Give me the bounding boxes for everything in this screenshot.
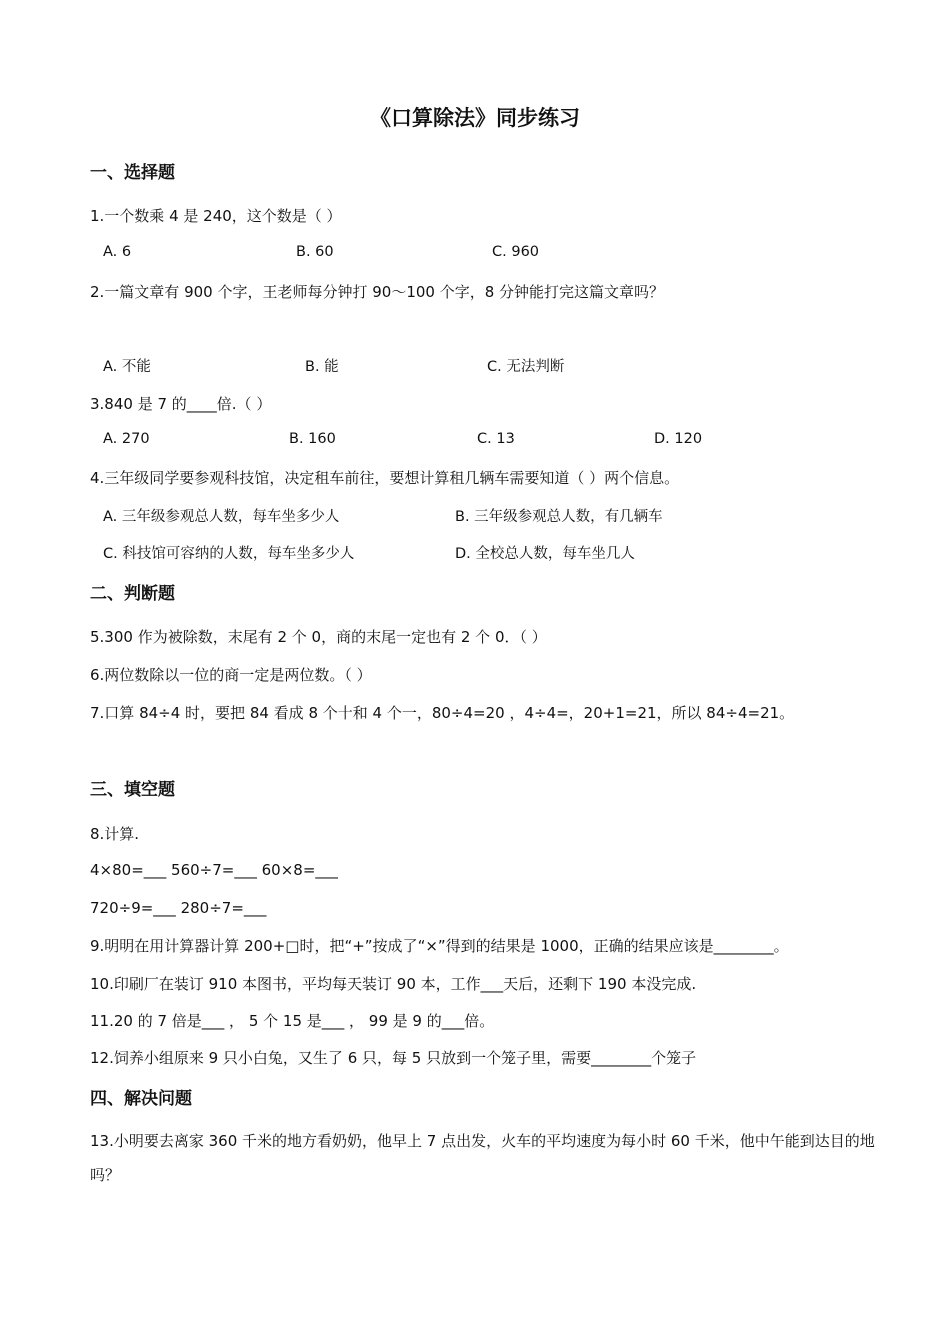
question-3-option-d: D. 120 (654, 431, 703, 447)
question-1: 1.一个数乘 4 是 240，这个数是（ ） (90, 207, 342, 225)
question-8-line-1: 4×80=___ 560÷7=___ 60×8=___ (90, 861, 338, 879)
section-heading-judge: 二、判断题 (90, 584, 175, 604)
page-title: 《口算除法》同步练习 (370, 106, 580, 130)
question-5: 5.300 作为被除数，末尾有 2 个 0，商的末尾一定也有 2 个 0．（ ） (90, 628, 547, 646)
section-heading-choice: 一、选择题 (90, 163, 175, 183)
question-6: 6.两位数除以一位的商一定是两位数。（ ） (90, 666, 372, 684)
question-11: 11.20 的 7 倍是___ ， 5 个 15 是___ ， 99 是 9 的___倍。 (90, 1012, 495, 1030)
question-3-option-c: C. 13 (477, 431, 515, 447)
question-7: 7.口算 84÷4 时，要把 84 看成 8 个十和 4 个一，80÷4=20 ，4÷4=，20+1=21，所以 84÷4=21。 (90, 704, 795, 722)
question-1-option-b: B. 60 (296, 244, 334, 260)
question-3: 3.840 是 7 的____倍.（ ） (90, 395, 272, 413)
question-2-option-a: A. 不能 (103, 359, 151, 375)
question-3-option-a: A. 270 (103, 431, 150, 447)
question-4-option-d: D. 全校总人数，每车坐几人 (455, 546, 635, 562)
question-8-line-2: 720÷9=___ 280÷7=___ (90, 899, 267, 917)
question-2: 2.一篇文章有 900 个字，王老师每分钟打 90～100 个字，8 分钟能打完这篇文章吗？ (90, 283, 665, 301)
question-4-option-c: C. 科技馆可容纳的人数，每车坐多少人 (103, 546, 355, 562)
section-heading-fill: 三、填空题 (90, 780, 175, 800)
section-heading-solve: 四、解决问题 (90, 1089, 192, 1109)
question-1-option-a: A. 6 (103, 244, 132, 260)
question-8: 8.计算. (90, 825, 140, 843)
question-3-option-b: B. 160 (289, 431, 336, 447)
question-12: 12.饲养小组原来 9 只小白兔，又生了 6 只，每 5 只放到一个笼子里，需要________个笼子 (90, 1049, 697, 1067)
question-2-option-b: B. 能 (305, 359, 339, 375)
question-4: 4.三年级同学要参观科技馆，决定租车前往，要想计算租几辆车需要知道（ ）两个信息。 (90, 469, 680, 487)
question-4-option-a: A. 三年级参观总人数，每车坐多少人 (103, 509, 340, 525)
question-4-option-b: B. 三年级参观总人数，有几辆车 (455, 509, 663, 525)
question-2-option-c: C. 无法判断 (487, 359, 565, 375)
question-13: 13.小明要去离家 360 千米的地方看奶奶，他早上 7 点出发，火车的平均速度为每小时 60 千米，他中午能到达目的地吗？ (90, 1132, 875, 1184)
question-9: 9.明明在用计算器计算 200+□时，把“+”按成了“×”得到的结果是 1000，正确的结果应该是________。 (90, 937, 789, 955)
question-1-option-c: C. 960 (492, 244, 540, 260)
question-10: 10.印刷厂在装订 910 本图书，平均每天装订 90 本，工作___天后，还剩下 190 本没完成. (90, 975, 697, 993)
